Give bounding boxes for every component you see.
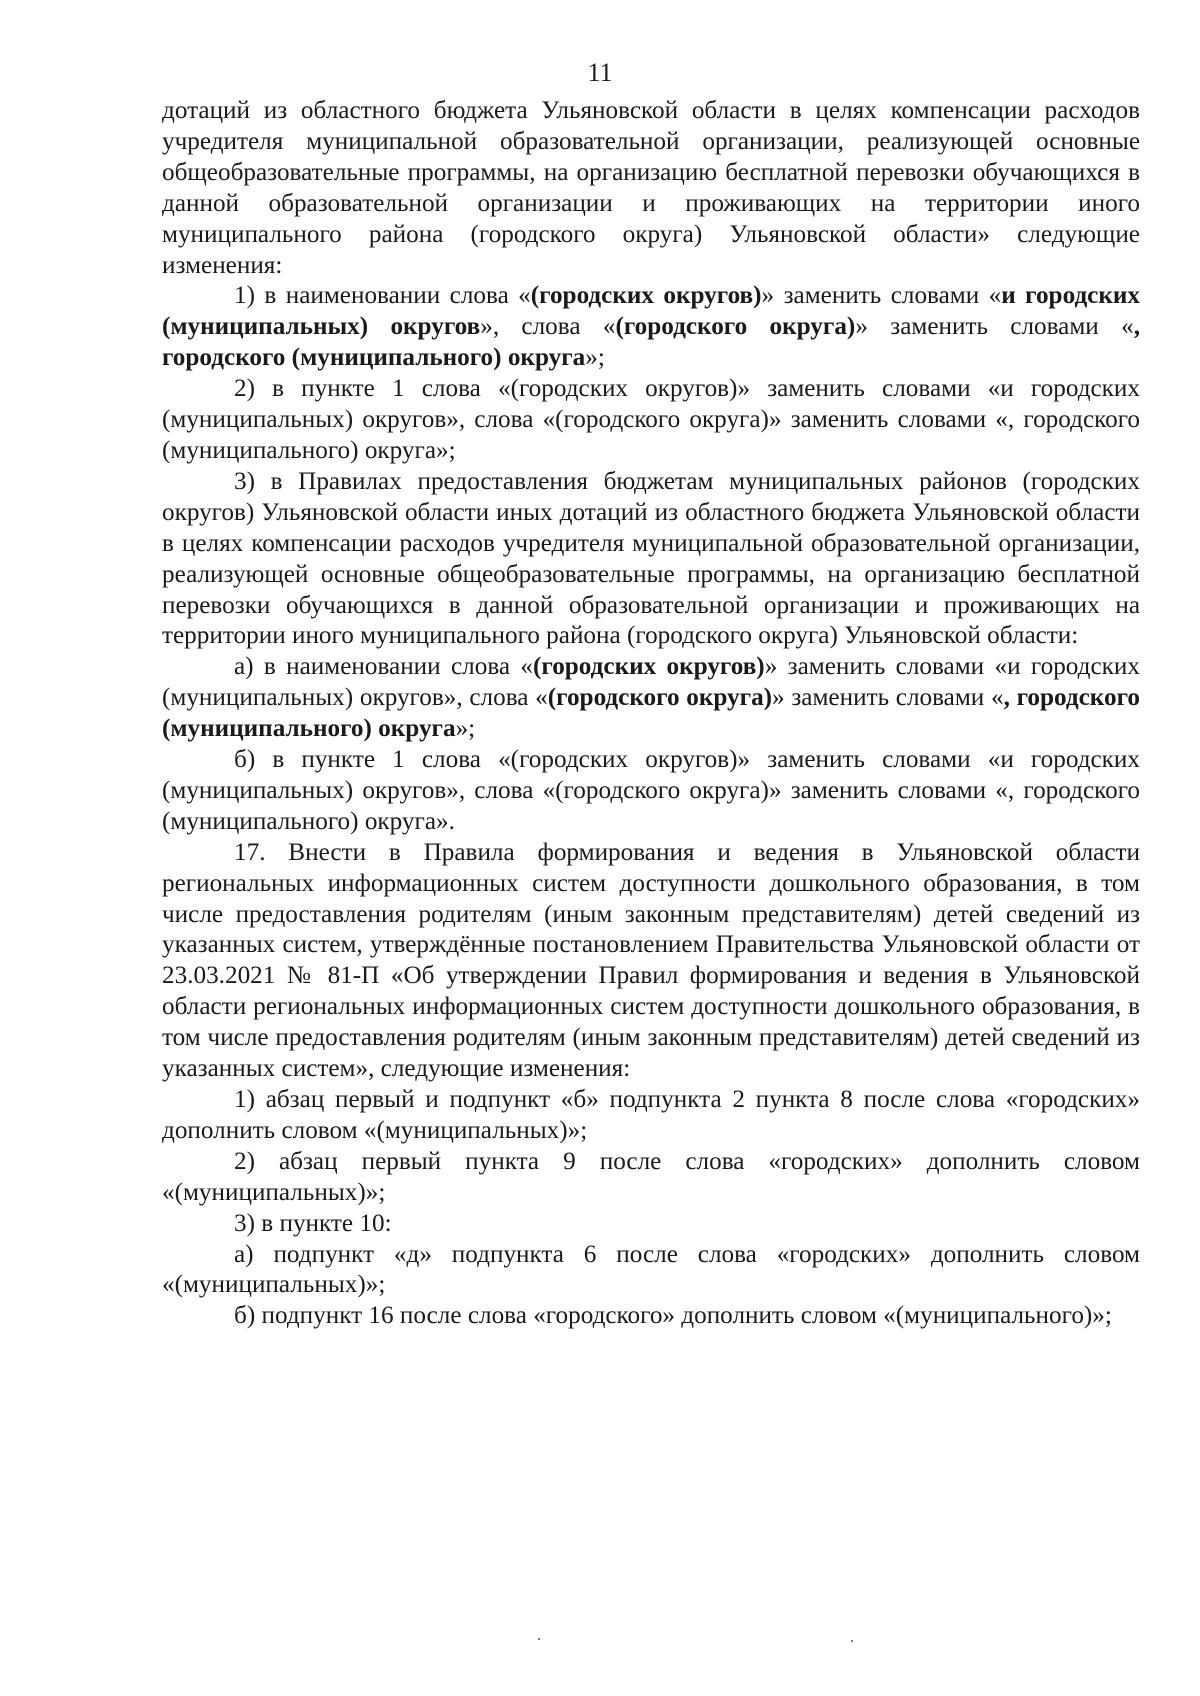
paragraph	[162, 745, 1140, 838]
text-run: дотаций из областного бюджета Ульяновской области в целях компенсации расходов учредителя муниципальной образовательной организации, реализующей основные общеобразовательные программы, на организацию бесплатной перевозки обучающихся в данной образовательной организации и проживающих на территории иного муниципального района (городского округа) Ульяновской области» следующие изменения:	[162, 97, 1140, 279]
text-run: 17. Внести в Правила формирования и ведения в Ульяновской области региональных информационных систем доступности дошкольного образования, в том числе предоставления родителям (иным законным представителям) детей сведений из указанных систем, утверждённые постановлением Правительства Ульяновской области от 23.03.2021 № 81-П «Об утверждении Правил формирования и ведения в Ульяновской области региональных информационных систем доступности дошкольного образования, в том числе предоставления родителям (иным законным представителям) детей сведений из указанных систем», следующие изменения:	[162, 838, 1140, 1083]
text-run: 1) в наименовании слова «	[234, 282, 531, 310]
paragraph	[162, 1085, 1140, 1147]
bold-text-run: , городского (муниципального) округа	[162, 684, 1140, 743]
scan-speck	[851, 1640, 853, 1642]
text-run: а) в наименовании слова «	[234, 653, 533, 681]
text-run: а) подпункт «д» подпункта 6 после слова «городских» дополнить словом «(муниципальных)»;	[162, 1240, 1140, 1299]
bold-text-run: (городских округов)	[533, 653, 765, 681]
bold-text-run: (городских округов)	[530, 282, 762, 310]
paragraph	[162, 374, 1140, 467]
bold-text-run: (городского округа)	[547, 684, 773, 712]
text-run: 1) абзац первый и подпункт «б» подпункта 2 пункта 8 после слова «городских» дополнить словом «(муниципальных)»;	[162, 1086, 1140, 1144]
text-run: » заменить словами «и городских (муниципальных) округов», слова «	[162, 653, 1140, 712]
paragraph	[162, 1147, 1140, 1209]
document-body	[162, 96, 1140, 1332]
paragraph	[162, 467, 1140, 652]
paragraph	[162, 1301, 1140, 1332]
paragraph	[162, 838, 1140, 1085]
text-run: » заменить словами «	[855, 313, 1134, 341]
paragraph	[162, 281, 1140, 374]
paragraph	[162, 96, 1140, 281]
text-run: » заменить словами «	[772, 684, 1004, 712]
text-run: »;	[455, 715, 476, 743]
bold-text-run: (городского округа)	[615, 313, 856, 341]
text-run: б) подпункт 16 после слова «городского» дополнить словом «(муниципального)»;	[234, 1302, 1112, 1330]
text-run: » заменить словами «	[761, 282, 1002, 310]
text-run: 2) абзац первый пункта 9 после слова «городских» дополнить словом «(муниципальных)»;	[162, 1147, 1140, 1206]
text-run: 3) в Правилах предоставления бюджетам муниципальных районов (городских округов) Ульяновской области иных дотаций из областного бюджета Ульяновской области в целях компенсации расходов учредителя муниципальной образовательной организации, реализующей основные общеобразовательные программы, на организацию бесплатной перевозки обучающихся в данной образовательной организации и проживающих на территории иного муниципального района (городского округа) Ульяновской области:	[162, 467, 1140, 650]
text-run: 3) в пункте 10:	[234, 1209, 392, 1237]
text-run: 2) в пункте 1 слова «(городских округов)» заменить словами «и городских (муниципальных) округов», слова «(городского округа)» заменить словами «, городского (муниципального) округа»;	[162, 375, 1140, 464]
text-run: », слова «	[480, 313, 616, 341]
scan-speck	[538, 1638, 540, 1640]
paragraph	[162, 1240, 1140, 1302]
page-number: 11	[587, 58, 613, 87]
paragraph	[162, 1209, 1140, 1240]
bold-text-run: , городского (муниципального) округа	[162, 313, 1140, 372]
text-run: б) в пункте 1 слова «(городских округов)» заменить словами «и городских (муниципальных) округов», слова «(городского округа)» заменить словами «, городского (муниципального) округа».	[162, 746, 1140, 835]
text-run: »;	[585, 344, 605, 372]
bold-text-run: и городских (муниципальных) округов	[162, 282, 1140, 341]
paragraph	[162, 652, 1140, 745]
